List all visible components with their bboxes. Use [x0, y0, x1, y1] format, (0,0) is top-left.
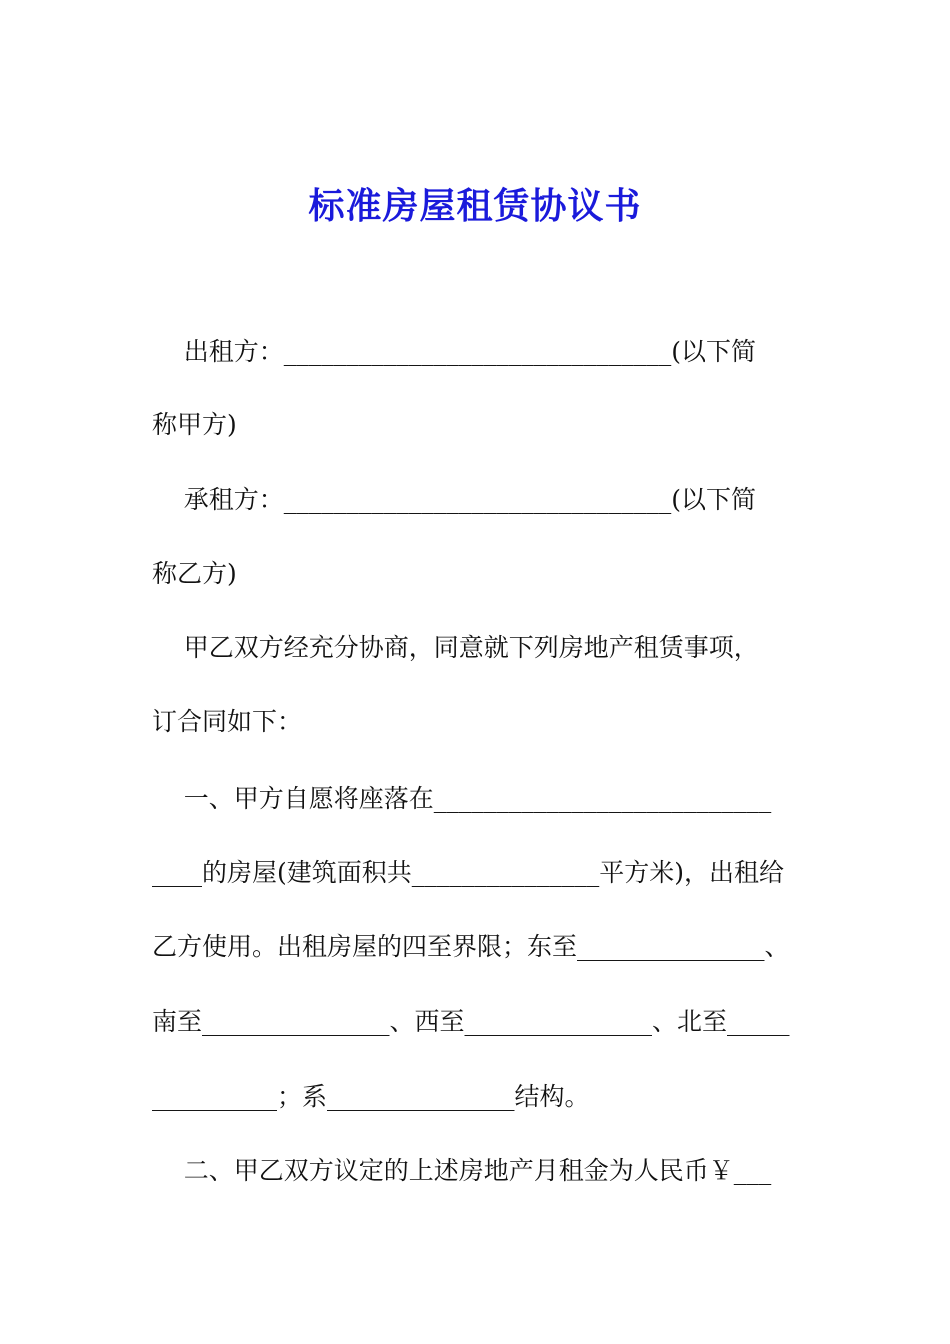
clause-1-line-4: 南至_______________、西至_______________、北至_____: [152, 1007, 790, 1036]
body-line-intro: 甲乙双方经充分协商，同意就下列房地产租赁事项，: [152, 633, 759, 662]
clause-1-line-5: __________；系_______________结构。: [152, 1082, 590, 1111]
clause-2-line-1: 二、甲乙双方议定的上述房地产月租金为人民币￥___: [152, 1156, 772, 1185]
clause-1-line-2: ____的房屋(建筑面积共_______________平方米)，出租给: [152, 858, 785, 887]
body-line-lessee-cont: 称乙方): [152, 559, 237, 588]
clause-1-line-3: 乙方使用。出租房屋的四至界限；东至_______________、: [152, 932, 790, 961]
body-line-lessor-cont: 称甲方): [152, 410, 237, 439]
document-title: 标准房屋租赁协议书: [308, 185, 642, 227]
body-line-lessor: 出租方：_______________________________(以下简: [152, 337, 757, 366]
body-line-lessee: 承租方：_______________________________(以下简: [152, 485, 757, 514]
body-line-intro-cont: 订合同如下：: [152, 707, 303, 736]
clause-1-line-1: 一、甲方自愿将座落在___________________________: [152, 784, 772, 813]
